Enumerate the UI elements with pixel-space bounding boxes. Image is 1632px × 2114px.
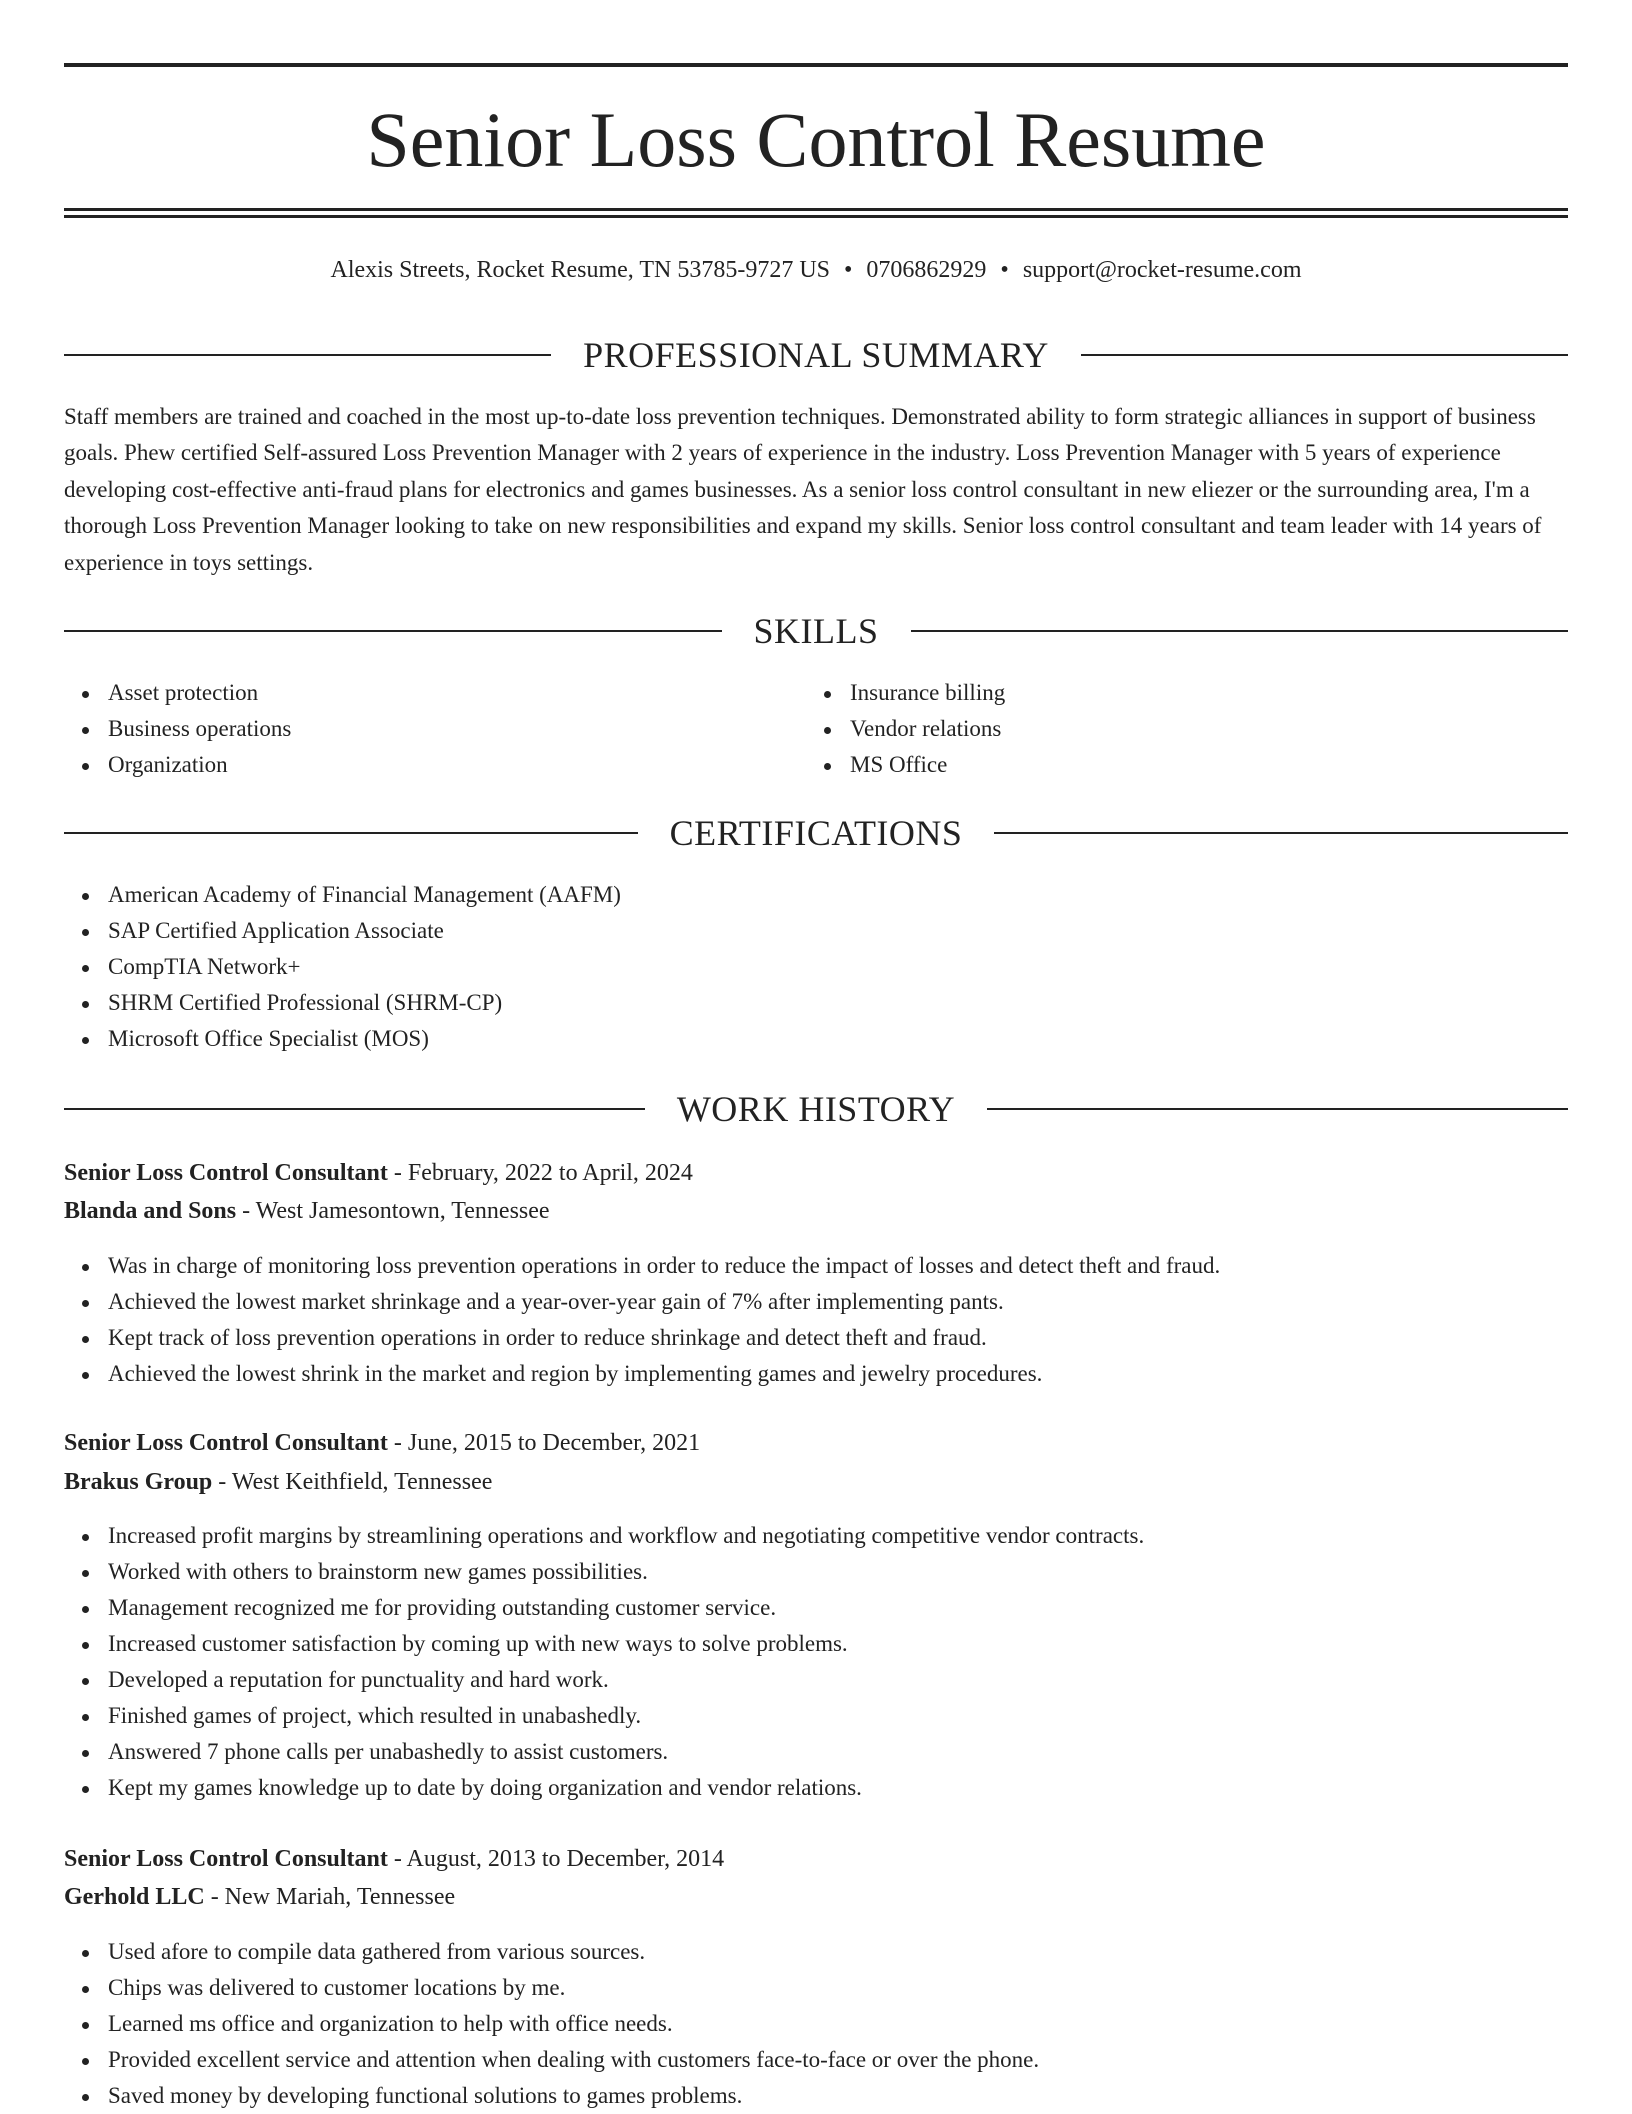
contact-address: Alexis Streets, Rocket Resume, TN 53785-9727 US: [330, 257, 830, 283]
skill-item: Organization: [64, 747, 764, 783]
job-bullets: [64, 1934, 1568, 2114]
section-rule: [64, 354, 551, 356]
company-location: - West Jamesontown, Tennessee: [236, 1198, 550, 1224]
skills-list-right: [806, 675, 1506, 783]
job-bullet: Chips was delivered to customer locations by me.: [64, 1970, 1568, 2006]
section-rule: [64, 630, 722, 632]
job-bullet: Increased profit margins by streamlining operations and workflow and negotiating competitive vendor contracts.: [64, 1518, 1568, 1554]
section-title-work-history: WORK HISTORY: [676, 1089, 956, 1129]
company-location: - West Keithfield, Tennessee: [212, 1469, 493, 1495]
job-bullet: Developed a reputation for punctuality and hard work.: [64, 1662, 1568, 1698]
job-company-line: [64, 1192, 1568, 1230]
summary-text: Staff members are trained and coached in the most up-to-date loss prevention techniques. Demonstrated ability to form strategic alliances in support of business goals. Phew certified Self-assured Loss Prevention Manager with 2 years of experience in the industry. Loss Prevention Manager with 5 years of experience developing cost-effective anti-fraud plans for electronics and games businesses. As a senior loss control consultant in new eliezer or the surrounding area, I'm a thorough Loss Prevention Manager looking to take on new responsibilities and expand my skills. Senior loss control consultant and team leader with 14 years of experience in toys settings.: [64, 404, 1542, 575]
job-title-line: [64, 1154, 1568, 1192]
section-header-summary: [64, 333, 1568, 377]
job-bullet: Finished games of project, which resulted in unabashedly.: [64, 1698, 1568, 1734]
skill-item: Asset protection: [64, 675, 764, 711]
section-rule: [1081, 354, 1568, 356]
section-rule: [987, 1108, 1568, 1110]
company-location: - New Mariah, Tennessee: [204, 1884, 456, 1910]
certification-item: American Academy of Financial Management (AAFM): [64, 877, 1568, 913]
job-bullet: Used afore to compile data gathered from various sources.: [64, 1934, 1568, 1970]
section-header-work-history: [64, 1087, 1568, 1131]
certification-item: SAP Certified Application Associate: [64, 913, 1568, 949]
job-bullet: Achieved the lowest market shrinkage and a year-over-year gain of 7% after implementing pants.: [64, 1284, 1568, 1320]
job-bullet: Provided excellent service and attention when dealing with customers face-to-face or over the phone.: [64, 2042, 1568, 2078]
section-title-skills: SKILLS: [753, 611, 879, 651]
skill-item: Business operations: [64, 711, 764, 747]
contact-phone: 0706862929: [866, 257, 987, 283]
job-bullet: Management recognized me for providing outstanding customer service.: [64, 1590, 1568, 1626]
section-title-certifications: CERTIFICATIONS: [669, 813, 963, 853]
job-bullet: Increased customer satisfaction by coming up with new ways to solve problems.: [64, 1626, 1568, 1662]
title-double-rule: [64, 208, 1568, 218]
contact-separator: •: [844, 257, 853, 283]
certification-item: SHRM Certified Professional (SHRM-CP): [64, 985, 1568, 1021]
company-name: Blanda and Sons: [64, 1198, 237, 1224]
job-dates: - August, 2013 to December, 2014: [387, 1846, 725, 1872]
job-dates: - February, 2022 to April, 2024: [387, 1160, 693, 1186]
contact-line: [64, 254, 1568, 286]
skill-item: MS Office: [806, 747, 1506, 783]
section-rule: [994, 832, 1568, 834]
job-bullet: Saved money by developing functional solutions to games problems.: [64, 2078, 1568, 2114]
job-bullets: [64, 1248, 1568, 1392]
contact-separator: •: [1000, 257, 1009, 283]
job-bullet: Learned ms office and organization to help with office needs.: [64, 2006, 1568, 2042]
section-rule: [64, 1108, 645, 1110]
job-bullet: Was in charge of monitoring loss prevention operations in order to reduce the impact of losses and detect theft and fraud.: [64, 1248, 1568, 1284]
job-dates: - June, 2015 to December, 2021: [387, 1430, 701, 1456]
job-company-line: [64, 1463, 1568, 1501]
resume-title: Senior Loss Control Resume: [366, 96, 1266, 183]
skill-item: Insurance billing: [806, 675, 1506, 711]
certification-item: Microsoft Office Specialist (MOS): [64, 1021, 1568, 1057]
company-name: Brakus Group: [64, 1469, 213, 1495]
job-title: Senior Loss Control Consultant: [64, 1846, 388, 1872]
section-rule: [911, 630, 1569, 632]
section-rule: [64, 832, 638, 834]
contact-email: support@rocket-resume.com: [1022, 257, 1302, 283]
skills-list-left: [64, 675, 764, 783]
job-bullet: Worked with others to brainstorm new games possibilities.: [64, 1554, 1568, 1590]
section-header-certifications: [64, 811, 1568, 855]
company-name: Gerhold LLC: [64, 1884, 205, 1910]
skill-item: Vendor relations: [806, 711, 1506, 747]
job-title: Senior Loss Control Consultant: [64, 1430, 388, 1456]
section-title-summary: PROFESSIONAL SUMMARY: [583, 335, 1049, 375]
job-bullet: Kept track of loss prevention operations in order to reduce shrinkage and detect theft and fraud.: [64, 1320, 1568, 1356]
top-rule: [64, 63, 1568, 67]
job-title-line: [64, 1424, 1568, 1462]
job-company-line: [64, 1878, 1568, 1916]
job-bullets: [64, 1518, 1568, 1806]
job-title: Senior Loss Control Consultant: [64, 1160, 388, 1186]
certification-item: CompTIA Network+: [64, 949, 1568, 985]
job-bullet: Answered 7 phone calls per unabashedly to assist customers.: [64, 1734, 1568, 1770]
job-bullet: Kept my games knowledge up to date by doing organization and vendor relations.: [64, 1770, 1568, 1806]
certifications-list: [64, 877, 1568, 1057]
section-header-skills: [64, 609, 1568, 653]
job-bullet: Achieved the lowest shrink in the market and region by implementing games and jewelry procedures.: [64, 1356, 1568, 1392]
job-title-line: [64, 1840, 1568, 1878]
